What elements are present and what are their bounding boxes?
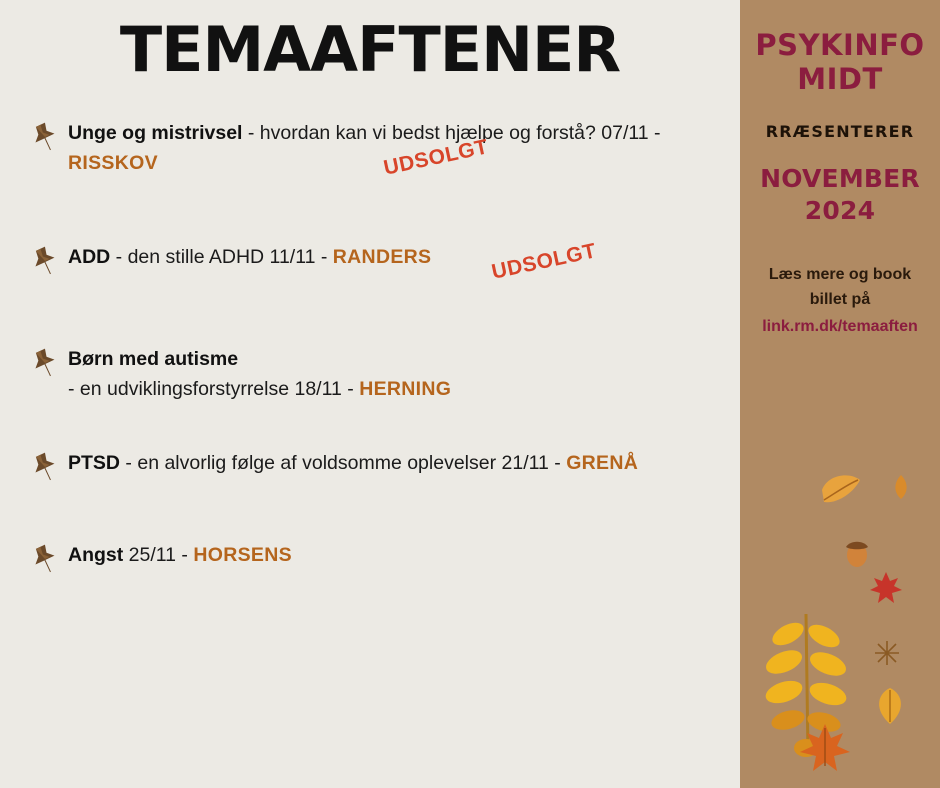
- event-text: [68, 448, 638, 478]
- event-text: [68, 242, 431, 272]
- event-title: Angst: [68, 544, 124, 567]
- event-title: ADD: [68, 246, 111, 269]
- year-value: 2024: [804, 195, 876, 225]
- brand-line-1: PSYKINFO: [755, 28, 925, 62]
- event-text: [68, 344, 451, 404]
- brand-line-2: MIDT: [797, 62, 883, 97]
- list-item[interactable]: [28, 118, 720, 178]
- booking-info: [750, 262, 930, 339]
- event-title: Børn med autisme: [68, 348, 239, 371]
- pushpin-icon: [28, 242, 68, 278]
- booking-line-2: billet på: [809, 290, 871, 308]
- event-title: PTSD: [68, 452, 121, 475]
- leaf-icon: [890, 474, 912, 500]
- maple-leaf-icon: [798, 722, 852, 774]
- event-description: - en udviklingsforstyrrelse 18/11 -: [68, 378, 360, 401]
- presents-label: RRÆSENTERER: [765, 122, 915, 142]
- event-description: 25/11 -: [123, 544, 194, 567]
- status-badge: UDSOLGT: [489, 239, 599, 284]
- pushpin-icon: [28, 344, 68, 380]
- booking-line-1: Læs mere og book: [768, 265, 912, 283]
- leaf-icon: [870, 686, 910, 726]
- page-title: TEMAAFTENER: [119, 13, 621, 86]
- event-place: GRENÅ: [566, 452, 639, 475]
- event-list: [0, 118, 740, 584]
- brand-name: [750, 28, 930, 96]
- month-name: NOVEMBER: [760, 164, 920, 194]
- event-place: HORSENS: [193, 544, 292, 567]
- list-item[interactable]: [28, 239, 720, 286]
- list-item[interactable]: [28, 448, 720, 492]
- acorn-icon: [840, 534, 874, 568]
- event-place: RANDERS: [332, 246, 432, 269]
- event-description: - en alvorlig følge af voldsomme oplevelser 21/11 -: [120, 452, 567, 475]
- status-badge: UDSOLGT: [381, 135, 491, 180]
- list-item[interactable]: [28, 344, 720, 404]
- autumn-leaves-decoration: [740, 460, 940, 788]
- pushpin-icon: [28, 448, 68, 484]
- maple-leaf-icon: [868, 570, 904, 606]
- pushpin-icon: [28, 540, 68, 576]
- event-description: - den stille ADHD 11/11 -: [110, 246, 333, 269]
- event-place: RISSKOV: [68, 152, 158, 175]
- booking-link[interactable]: link.rm.dk/temaaften: [762, 317, 918, 335]
- pushpin-icon: [28, 118, 68, 154]
- star-seed-icon: [874, 640, 900, 666]
- compound-leaf-icon: [758, 610, 854, 760]
- month-label: [750, 163, 930, 226]
- sidebar: [740, 0, 940, 788]
- list-item[interactable]: [28, 540, 720, 584]
- event-description: - hvordan kan vi bedst hjælpe og forstå? 07/11 -: [242, 122, 661, 145]
- event-title: Unge og mistrivsel: [68, 122, 243, 145]
- event-text: [68, 540, 292, 570]
- leaf-icon: [818, 470, 864, 510]
- event-place: HERNING: [359, 378, 452, 401]
